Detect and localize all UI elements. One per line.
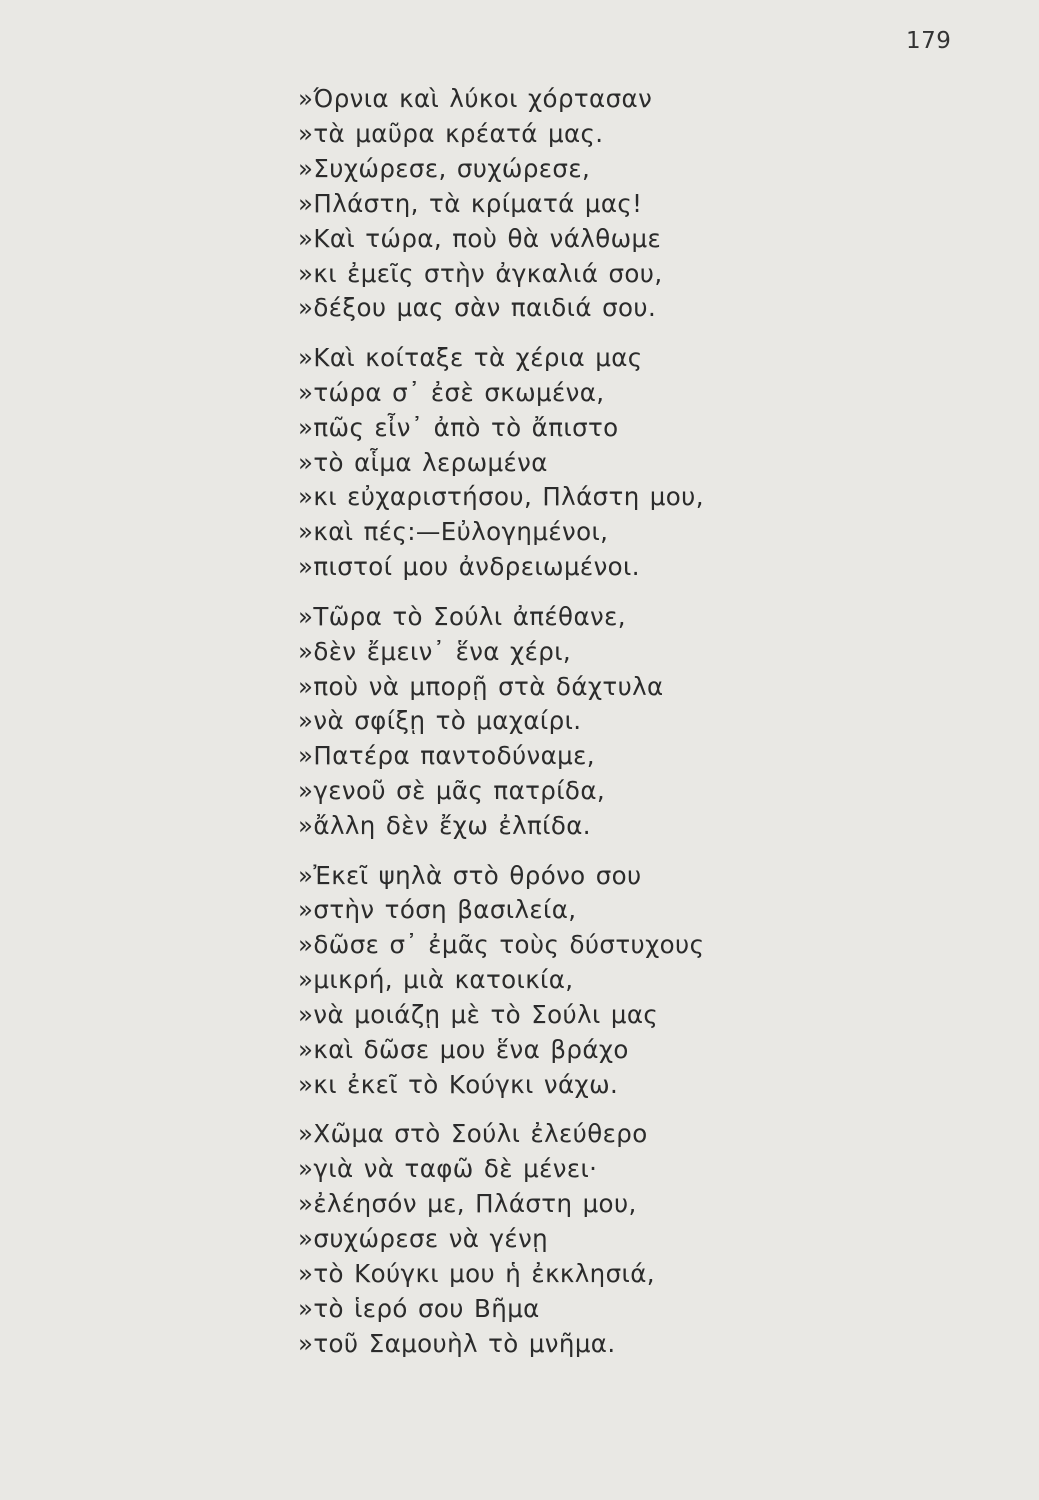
poem-line: »Πατέρα παντοδύναμε, — [298, 741, 595, 771]
poem-line: »γιὰ νὰ ταφῶ δὲ μένει· — [298, 1154, 598, 1184]
poem-line: »Καὶ κοίταξε τὰ χέρια μας — [298, 342, 643, 372]
poem-line: »Ἐκεῖ ψηλὰ στὸ θρόνο σου — [298, 860, 642, 890]
stanza-3 — [298, 600, 978, 844]
poem-line: »τὸ ἱερό σου Βῆμα — [298, 1293, 540, 1323]
poem-line: »Όρνια καὶ λύκοι χόρτασαν — [298, 84, 653, 113]
poem-line: »καὶ δῶσε μου ἕνα βράχο — [298, 1035, 629, 1065]
stanza-4 — [298, 859, 978, 1103]
stanza-2 — [298, 341, 978, 585]
poem-line: »δέξου μας σὰν παιδιά σου. — [298, 293, 657, 323]
poem-line: »Πλάστη, τὰ κρίματά μας! — [298, 188, 643, 218]
poem-line: »κι ἐμεῖς στὴν ἀγκαλιά σου, — [298, 258, 663, 288]
poem-line: »κι ἐκεῖ τὸ Κούγκι νάχω. — [298, 1069, 619, 1099]
poem-line: »τὰ μαῦρα κρέατά μας. — [298, 118, 604, 148]
poem-line: »συχώρεσε νὰ γένῃ — [298, 1224, 549, 1254]
poem-line: »Καὶ τώρα, ποὺ θὰ νάλθωμε — [298, 223, 662, 253]
poem-line: »μικρή, μιὰ κατοικία, — [298, 965, 574, 995]
poem — [298, 82, 978, 1376]
poem-line: »πῶς εἶν᾽ ἀπὸ τὸ ἄπιστο — [298, 412, 619, 442]
poem-line: »κι εὐχαριστήσου, Πλάστη μου, — [298, 482, 704, 512]
poem-line: »νὰ σφίξῃ τὸ μαχαίρι. — [298, 706, 582, 736]
poem-line: »δῶσε σ᾽ ἐμᾶς τοὺς δύστυχους — [298, 930, 705, 960]
poem-line: »τώρα σ᾽ ἐσὲ σκωμένα, — [298, 377, 605, 407]
poem-line: »νὰ μοιάζῃ μὲ τὸ Σούλι μας — [298, 1000, 659, 1030]
poem-line: »δὲν ἔμειν᾽ ἕνα χέρι, — [298, 636, 572, 666]
poem-line: »τὸ Κούγκι μου ἡ ἐκκλησιά, — [298, 1259, 655, 1288]
poem-line: »Χῶμα στὸ Σούλι ἐλεύθερο — [298, 1119, 648, 1149]
page-number: 179 — [906, 28, 952, 54]
poem-line: »ἐλέησόν με, Πλάστη μου, — [298, 1189, 637, 1219]
poem-line: »τὸ αἷμα λερωμένα — [298, 447, 548, 477]
poem-line: »στὴν τόση βασιλεία, — [298, 895, 577, 925]
stanza-5 — [298, 1117, 978, 1361]
poem-line: »τοῦ Σαμουὴλ τὸ μνῆμα. — [298, 1328, 616, 1358]
poem-line: »Συχώρεσε, συχώρεσε, — [298, 153, 591, 183]
poem-line: »Τῶρα τὸ Σούλι ἀπέθανε, — [298, 601, 626, 631]
poem-line: »ἄλλη δὲν ἔχω ἐλπίδα. — [298, 811, 591, 841]
poem-line: »καὶ πές:—Εὐλογημένοι, — [298, 517, 609, 547]
poem-line: »γενοῦ σὲ μᾶς πατρίδα, — [298, 776, 606, 806]
poem-line: »πιστοί μου ἀνδρειωμένοι. — [298, 552, 640, 582]
poem-line: »ποὺ νὰ μπορῇ στὰ δάχτυλα — [298, 671, 664, 701]
stanza-1 — [298, 82, 978, 326]
